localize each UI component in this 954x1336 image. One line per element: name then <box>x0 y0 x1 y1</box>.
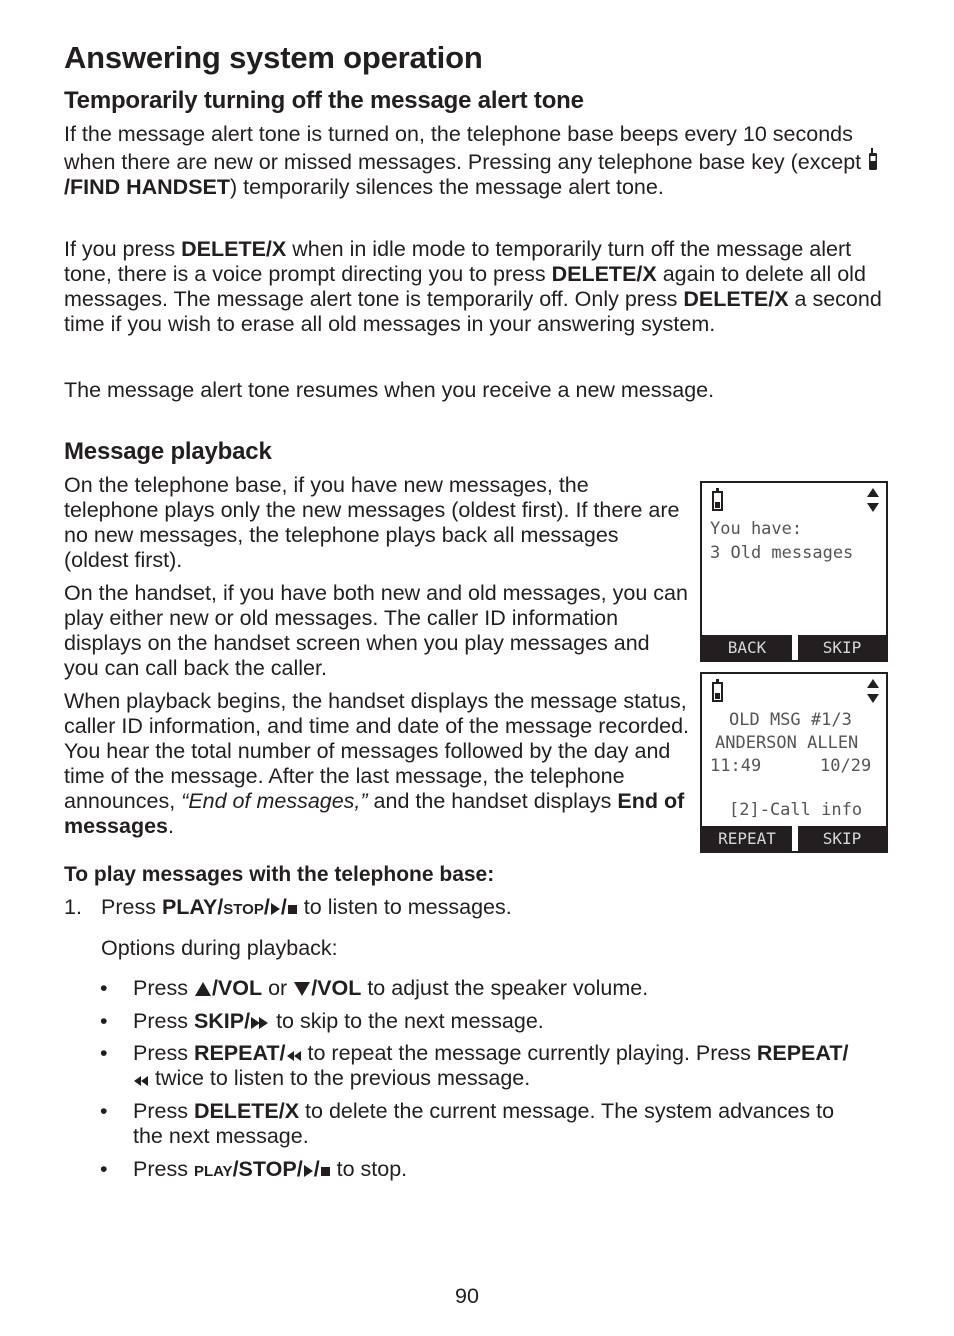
battery-icon <box>712 682 723 702</box>
rewind-icon <box>286 1050 302 1062</box>
handset-icon <box>867 147 879 171</box>
step-number: 1. <box>64 895 82 919</box>
down-arrow-icon <box>293 981 311 997</box>
bullet-marker: • <box>100 1099 108 1123</box>
section-heading-alert-tone: Temporarily turning off the message alert tone <box>64 87 584 114</box>
screen-line-date: 10/29 <box>820 756 872 776</box>
bullet-marker: • <box>100 1041 108 1065</box>
bullet-delete: Press DELETE/X to delete the current message. The system advances to the next message. <box>133 1099 835 1148</box>
screen-line-msg-count: OLD MSG #1/3 <box>729 710 852 730</box>
scroll-arrows-icon <box>866 678 880 704</box>
paragraph-playback-3: When playback begins, the handset displays the message status, caller ID information, and time and date of the message recorded. You hear the total number of messages followed by the day and time of the message. After the last message, the telephone announces, “End of messages,” and the handset displays End of messages. <box>64 689 690 838</box>
bullet-marker: • <box>100 1009 108 1033</box>
bullet-volume: Press /VOL or /VOL to adjust the speaker volume. <box>133 976 649 1000</box>
softkey-skip[interactable]: SKIP <box>798 826 886 851</box>
bullet-marker: • <box>100 1157 108 1181</box>
options-label: Options during playback: <box>101 936 338 960</box>
screen-line-time: 11:49 <box>710 756 762 776</box>
bullet-repeat: Press REPEAT/ to repeat the message currently playing. Press REPEAT/ twice to listen to the previous message. <box>133 1041 849 1090</box>
softkey-back[interactable]: BACK <box>702 635 792 660</box>
handset-screen-playback <box>700 672 888 853</box>
softkey-bar <box>702 826 886 851</box>
paragraph-alert-tone-1: If the message alert tone is turned on, the telephone base beeps every 10 seconds when there are new or missed messages. Pressing any telephone base key (except /FIND HANDSET) temporarily silences the message alert tone. <box>64 122 894 200</box>
play-icon <box>303 1164 314 1178</box>
stop-icon <box>287 902 298 916</box>
softkey-skip[interactable]: SKIP <box>798 635 886 660</box>
screen-line-caller-name: ANDERSON ALLEN <box>715 733 859 753</box>
fast-forward-icon <box>250 1016 270 1030</box>
bullet-stop: Press PLAY/STOP/ / to stop. <box>133 1157 408 1181</box>
step-1-text: Press PLAY/STOP/ / to listen to messages. <box>101 895 512 919</box>
scroll-arrows-icon <box>866 487 880 513</box>
handset-screen-messages <box>700 481 888 662</box>
stop-icon <box>320 1164 331 1178</box>
battery-icon <box>712 491 723 511</box>
paragraph-playback-2: On the handset, if you have both new and old messages, you can play either new or old messages. The caller ID information displays on the handset screen when you play messages and you can call back the caller. <box>64 581 688 680</box>
rewind-icon <box>133 1075 149 1087</box>
instructions-heading: To play messages with the telephone base: <box>64 863 495 886</box>
page-number: 90 <box>455 1284 479 1308</box>
screen-line-call-info: [2]-Call info <box>729 800 863 820</box>
page-title: Answering system operation <box>64 40 483 75</box>
up-arrow-icon <box>194 981 212 997</box>
screen-line-2: 3 Old messages <box>710 543 854 563</box>
softkey-repeat[interactable]: REPEAT <box>702 826 792 851</box>
screen-line-1: You have: <box>710 519 803 539</box>
paragraph-alert-tone-2: If you press DELETE/X when in idle mode to temporarily turn off the message alert tone, there is a voice prompt directing you to press DELETE/X again to delete all old messages. The message alert tone is temporarily off. Only press DELETE/X a second time if you wish to erase all old messages in your answering system. <box>64 237 882 336</box>
paragraph-playback-1: On the telephone base, if you have new messages, the telephone plays only the new messages (oldest first). If there are no new messages, the telephone plays back all messages (oldest first). <box>64 473 680 572</box>
bullet-marker: • <box>100 976 108 1000</box>
softkey-bar <box>702 635 886 660</box>
bullet-skip: Press SKIP/ to skip to the next message. <box>133 1009 544 1033</box>
paragraph-alert-tone-3: The message alert tone resumes when you receive a new message. <box>64 378 715 402</box>
section-heading-playback: Message playback <box>64 438 272 465</box>
play-icon <box>270 902 281 916</box>
